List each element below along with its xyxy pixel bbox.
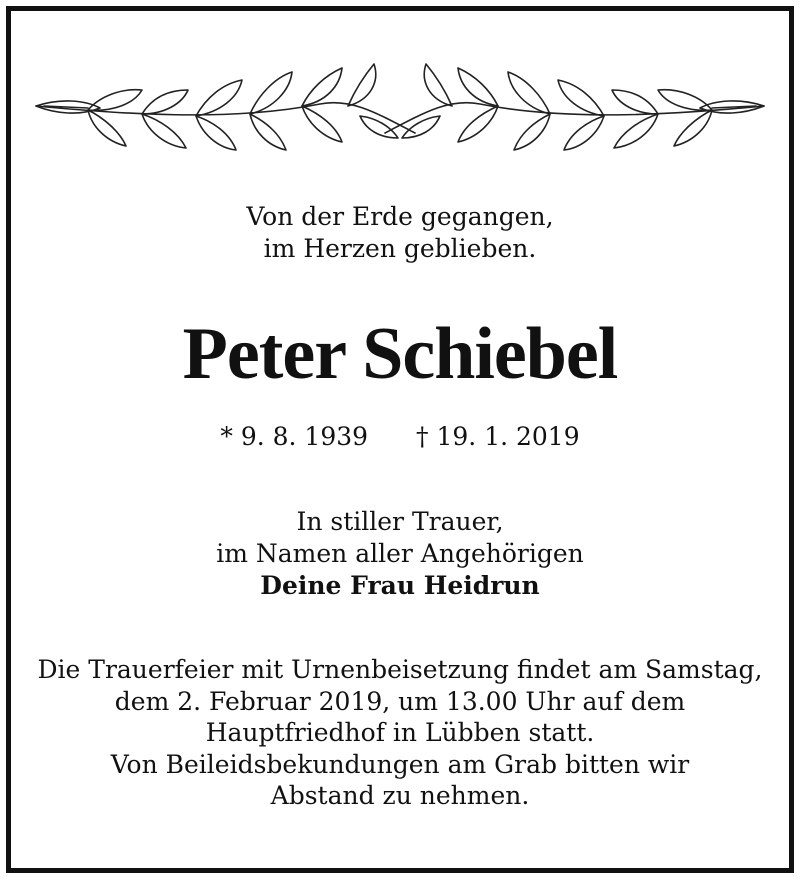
olive-branch-garland-icon xyxy=(30,60,770,170)
mourning-line-2: im Namen aller Angehörigen xyxy=(216,539,584,568)
notice-line-4: Von Beileidsbekundungen am Grab bitten wir xyxy=(110,749,690,779)
funeral-notice xyxy=(0,654,800,812)
left-olive-branch-icon xyxy=(36,64,415,150)
notice-line-3: Hauptfriedhof in Lübben statt. xyxy=(205,718,595,747)
memorial-quote xyxy=(0,201,800,265)
birth-date: * 9. 8. 1939 xyxy=(220,422,369,451)
notice-line-5: Abstand zu nehmen. xyxy=(270,781,530,810)
life-dates xyxy=(0,421,800,453)
mourner-signature: Deine Frau Heidrun xyxy=(260,571,540,600)
deceased-name: Peter Schiebel xyxy=(182,313,618,395)
quote-line-2: im Herzen geblieben. xyxy=(263,234,537,263)
mourning-line-1: In stiller Trauer, xyxy=(296,507,504,536)
notice-line-1: Die Trauerfeier mit Urnenbeisetzung findet am Samstag, xyxy=(37,655,763,684)
mourners-block xyxy=(0,506,800,602)
quote-line-1: Von der Erde gegangen, xyxy=(246,202,554,231)
notice-line-2: dem 2. Februar 2019, um 13.00 Uhr auf dem xyxy=(114,686,686,716)
death-date: † 19. 1. 2019 xyxy=(416,422,580,451)
